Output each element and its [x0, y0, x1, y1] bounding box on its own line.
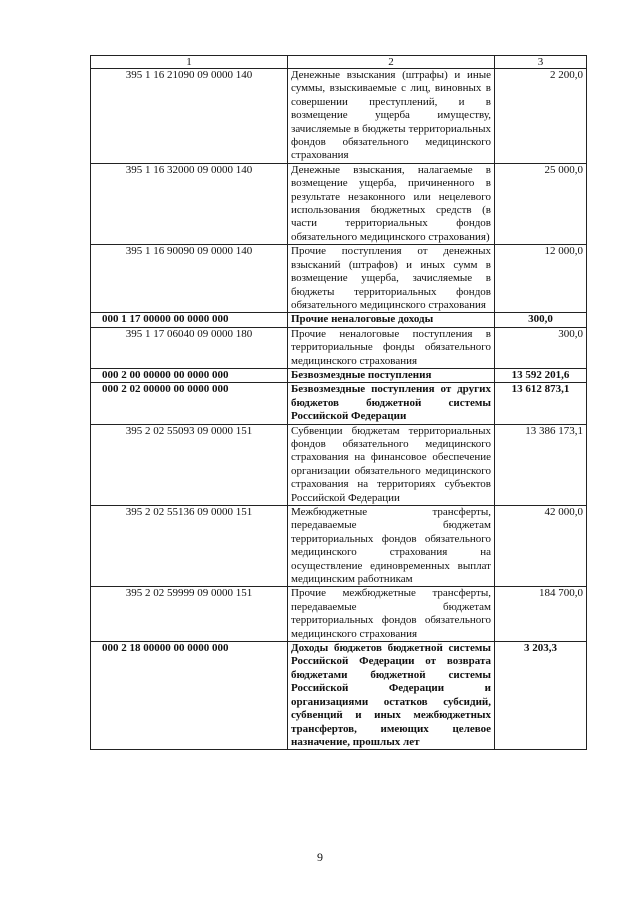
table-body	[91, 69, 587, 750]
classification-code: 000 2 00 00000 00 0000 000	[91, 368, 288, 382]
revenue-amount: 13 386 173,1	[495, 424, 587, 505]
classification-code: 395 1 17 06040 09 0000 180	[91, 327, 288, 368]
classification-code: 395 2 02 55136 09 0000 151	[91, 506, 288, 587]
revenue-amount: 12 000,0	[495, 245, 587, 313]
classification-code: 000 2 18 00000 00 0000 000	[91, 642, 288, 750]
table-row-subtotal	[91, 383, 587, 424]
table-header	[91, 56, 587, 69]
table-row	[91, 587, 587, 642]
revenue-amount: 13 592 201,6	[495, 368, 587, 382]
revenue-description: Безвозмездные поступления	[288, 368, 495, 382]
revenue-amount: 3 203,3	[495, 642, 587, 750]
revenue-description: Прочие межбюджетные трансферты, передаваемые бюджетам территориальных фондов обязательного медицинского страхования	[288, 587, 495, 642]
table-row	[91, 163, 587, 244]
table-row-subtotal	[91, 368, 587, 382]
classification-code: 000 1 17 00000 00 0000 000	[91, 313, 288, 327]
column-header-description: 2	[288, 56, 495, 69]
table-row-subtotal	[91, 642, 587, 750]
revenue-description: Прочие неналоговые поступления в территориальные фонды обязательного медицинского страхования	[288, 327, 495, 368]
classification-code: 395 1 16 90090 09 0000 140	[91, 245, 288, 313]
revenue-description: Денежные взыскания (штрафы) и иные суммы, взыскиваемые с лиц, виновных в совершении преступлений, и в возмещение ущерба имуществу, зачисляемые в бюджеты территориальных фондов обязательного медицинского страхования	[288, 69, 495, 164]
header-row	[91, 56, 587, 69]
table-row	[91, 424, 587, 505]
revenue-description: Прочие неналоговые доходы	[288, 313, 495, 327]
table-row	[91, 327, 587, 368]
table-row-subtotal	[91, 313, 587, 327]
revenue-description: Субвенции бюджетам территориальных фондов обязательного медицинского страхования на финансовое обеспечение организации обязательного медицинского страхования на территориях субъектов Российской Федерации	[288, 424, 495, 505]
revenue-description: Безвозмездные поступления от других бюджетов бюджетной системы Российской Федерации	[288, 383, 495, 424]
column-header-code: 1	[91, 56, 288, 69]
budget-revenue-table	[90, 55, 587, 750]
revenue-description: Денежные взыскания, налагаемые в возмещение ущерба, причиненного в результате незаконного или нецелевого использования бюджетных средств (в части территориальных фондов обязательного медицинского страхования)	[288, 163, 495, 244]
table-row	[91, 245, 587, 313]
revenue-amount: 184 700,0	[495, 587, 587, 642]
revenue-amount: 300,0	[495, 313, 587, 327]
table-row	[91, 69, 587, 164]
revenue-amount: 42 000,0	[495, 506, 587, 587]
classification-code: 000 2 02 00000 00 0000 000	[91, 383, 288, 424]
revenue-description: Межбюджетные трансферты, передаваемые бюджетам территориальных фондов обязательного медицинского страхования на осуществление единовременных выплат медицинским работникам	[288, 506, 495, 587]
classification-code: 395 1 16 32000 09 0000 140	[91, 163, 288, 244]
revenue-amount: 13 612 873,1	[495, 383, 587, 424]
classification-code: 395 1 16 21090 09 0000 140	[91, 69, 288, 164]
revenue-amount: 300,0	[495, 327, 587, 368]
revenue-amount: 2 200,0	[495, 69, 587, 164]
table-row	[91, 506, 587, 587]
revenue-description: Доходы бюджетов бюджетной системы Российской Федерации от возврата бюджетами бюджетной системы Российской Федерации и организациями остатков субсидий, субвенций и иных межбюджетных трансфертов, имеющих целевое назначение, прошлых лет	[288, 642, 495, 750]
classification-code: 395 2 02 55093 09 0000 151	[91, 424, 288, 505]
column-header-amount: 3	[495, 56, 587, 69]
classification-code: 395 2 02 59999 09 0000 151	[91, 587, 288, 642]
page-number: 9	[317, 850, 323, 864]
revenue-amount: 25 000,0	[495, 163, 587, 244]
revenue-description: Прочие поступления от денежных взысканий (штрафов) и иных сумм в возмещение ущерба, зачисляемые в бюджеты территориальных фондов обязательного медицинского страхования	[288, 245, 495, 313]
